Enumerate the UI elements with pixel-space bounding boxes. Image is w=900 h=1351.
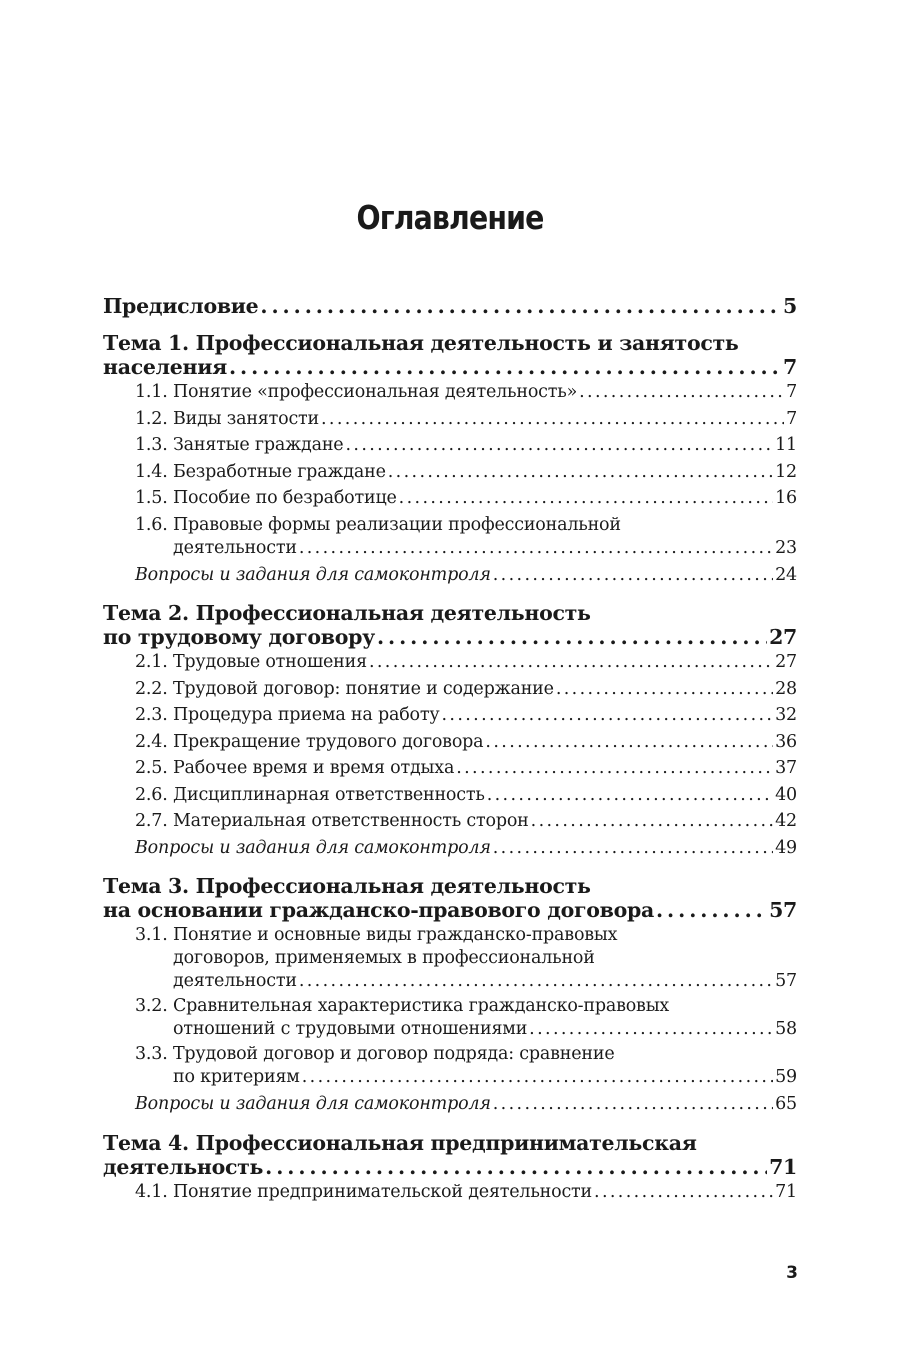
- leader-dots: [531, 808, 773, 835]
- toc-item[interactable]: [103, 995, 797, 1041]
- toc-item-page: 58: [775, 1019, 797, 1039]
- toc-entry-page: 27: [769, 625, 797, 649]
- toc-item-page: 7: [786, 408, 797, 429]
- toc-item[interactable]: [103, 808, 797, 835]
- toc-entry-page: 57: [769, 898, 797, 922]
- chapter-title-line: Тема 2. Профессиональная деятельность: [103, 601, 591, 625]
- leader-dots: [579, 379, 784, 406]
- toc-item-page: 57: [775, 971, 797, 991]
- toc-item-page: 11: [775, 435, 797, 455]
- toc-item-label: деятельности: [173, 971, 297, 991]
- toc-entry-label: Предисловие: [103, 294, 259, 318]
- toc-item-label: 1.5. Пособие по безработице: [135, 488, 397, 508]
- leader-dots: [485, 729, 773, 756]
- leader-dots: [369, 649, 773, 676]
- toc-item-page: 40: [775, 784, 797, 805]
- chapter-title-line: на основании гражданско-правового договора: [103, 898, 654, 922]
- leader-dots: [302, 1066, 773, 1089]
- leader-dots: [529, 1018, 773, 1041]
- leader-dots: [299, 537, 773, 560]
- chapter-title-line: населения: [103, 355, 227, 379]
- toc-item[interactable]: [103, 702, 797, 729]
- chapter-title-line: деятельность: [103, 1154, 264, 1179]
- toc-item-label: 2.7. Материальная ответственность сторон: [135, 811, 529, 831]
- toc-entry-page: 7: [783, 355, 797, 379]
- toc-item-label: 2.3. Процедура приема на работу: [135, 705, 440, 725]
- toc-item[interactable]: [103, 649, 797, 676]
- table-of-contents: [103, 294, 797, 1205]
- toc-item-label: 3.1. Понятие и основные виды гражданско-правовых: [135, 925, 618, 945]
- toc-item[interactable]: [103, 406, 797, 433]
- chapter-title-line: Тема 3. Профессиональная деятельность: [103, 874, 591, 898]
- toc-item-label: Вопросы и задания для самоконтроля: [135, 564, 491, 585]
- leader-dots: [456, 755, 773, 782]
- toc-item-page: 23: [775, 537, 797, 558]
- toc-item-label: 3.3. Трудовой договор и договор подряда: сравнение: [135, 1044, 615, 1064]
- chapter-title-line: Тема 1. Профессиональная деятельность и занятость: [103, 331, 739, 355]
- toc-item-label: 2.1. Трудовые отношения: [135, 652, 367, 672]
- toc-item-label: 1.4. Безработные граждане: [135, 461, 386, 482]
- toc-item-questions[interactable]: [103, 562, 797, 589]
- toc-item[interactable]: [103, 676, 797, 703]
- leader-dots: [377, 625, 767, 649]
- toc-item[interactable]: [103, 782, 797, 809]
- toc-item-page: 12: [775, 461, 797, 482]
- chapter-title-line: по трудовому договору: [103, 625, 375, 649]
- toc-item-page: 27: [775, 652, 797, 672]
- toc-item-label: 4.1. Понятие предпринимательской деятельности: [135, 1181, 593, 1202]
- toc-item-page: 42: [775, 811, 797, 831]
- toc-item[interactable]: [103, 729, 797, 756]
- leader-dots: [441, 702, 773, 729]
- toc-item-label: 2.2. Трудовой договор: понятие и содержание: [135, 678, 554, 699]
- leader-dots: [299, 970, 773, 993]
- toc-item-page: 32: [775, 705, 797, 725]
- leader-dots: [594, 1179, 773, 1206]
- leader-dots: [656, 898, 767, 922]
- leader-dots: [556, 676, 773, 703]
- leader-dots: [321, 406, 784, 433]
- toc-item-label: 1.1. Понятие «профессиональная деятельность»: [135, 382, 578, 402]
- leader-dots: [345, 432, 773, 459]
- toc-chapter-2[interactable]: [103, 601, 797, 649]
- toc-item-label: по критериям: [173, 1067, 300, 1087]
- toc-item-page: 28: [775, 678, 797, 699]
- toc-chapter-4[interactable]: [103, 1131, 797, 1179]
- toc-item-label: 1.2. Виды занятости: [135, 408, 319, 429]
- toc-item[interactable]: [103, 1043, 797, 1089]
- toc-item-label: Вопросы и задания для самоконтроля: [135, 1094, 491, 1114]
- toc-item[interactable]: [103, 924, 797, 993]
- toc-item[interactable]: [103, 459, 797, 486]
- toc-chapter-3[interactable]: [103, 874, 797, 922]
- leader-dots: [493, 835, 773, 862]
- leader-dots: [388, 459, 773, 486]
- toc-item-page: 49: [775, 837, 797, 858]
- toc-item-page: 7: [786, 382, 797, 402]
- toc-item-label: отношений с трудовыми отношениями: [173, 1019, 528, 1039]
- toc-chapter-1[interactable]: [103, 331, 797, 379]
- toc-item-page: 59: [775, 1067, 797, 1087]
- toc-item-page: 71: [775, 1181, 797, 1202]
- toc-item-page: 65: [775, 1094, 797, 1114]
- toc-item-label: 2.4. Прекращение трудового договора: [135, 731, 484, 752]
- leader-dots: [487, 782, 773, 809]
- leader-dots: [229, 355, 781, 379]
- toc-item-questions[interactable]: [103, 1091, 797, 1118]
- toc-item[interactable]: [103, 379, 797, 406]
- toc-item-label: 2.5. Рабочее время и время отдыха: [135, 758, 455, 778]
- leader-dots: [260, 294, 781, 318]
- toc-item-label: деятельности: [173, 537, 297, 558]
- toc-item[interactable]: [103, 514, 797, 560]
- toc-item-page: 24: [775, 564, 797, 585]
- toc-item-page: 37: [775, 758, 797, 778]
- toc-item[interactable]: [103, 432, 797, 459]
- toc-entry-page: 5: [783, 294, 797, 318]
- toc-item[interactable]: [103, 1179, 797, 1206]
- leader-dots: [265, 1155, 767, 1179]
- toc-item-questions[interactable]: [103, 835, 797, 862]
- toc-item-label: 1.6. Правовые формы реализации профессиональной: [135, 514, 621, 535]
- toc-item-page: 16: [775, 488, 797, 508]
- page-number: 3: [786, 1263, 798, 1283]
- toc-item-label: 3.2. Сравнительная характеристика гражданско-правовых: [135, 996, 670, 1016]
- toc-item[interactable]: [103, 755, 797, 782]
- toc-item-label: 2.6. Дисциплинарная ответственность: [135, 784, 485, 805]
- page-title: Оглавление: [356, 198, 544, 237]
- chapter-title-line: Тема 4. Профессиональная предпринимательская: [103, 1130, 697, 1155]
- toc-entry-preface[interactable]: [103, 294, 797, 318]
- leader-dots: [493, 562, 773, 589]
- leader-dots: [493, 1091, 773, 1118]
- toc-entry-page: 71: [769, 1154, 797, 1179]
- toc-item-page: 36: [775, 731, 797, 752]
- toc-item-label: 1.3. Занятые граждане: [135, 435, 344, 455]
- toc-item[interactable]: [103, 485, 797, 512]
- toc-item-label: Вопросы и задания для самоконтроля: [135, 837, 491, 858]
- leader-dots: [399, 485, 773, 512]
- toc-item-label: договоров, применяемых в профессиональной: [173, 948, 595, 968]
